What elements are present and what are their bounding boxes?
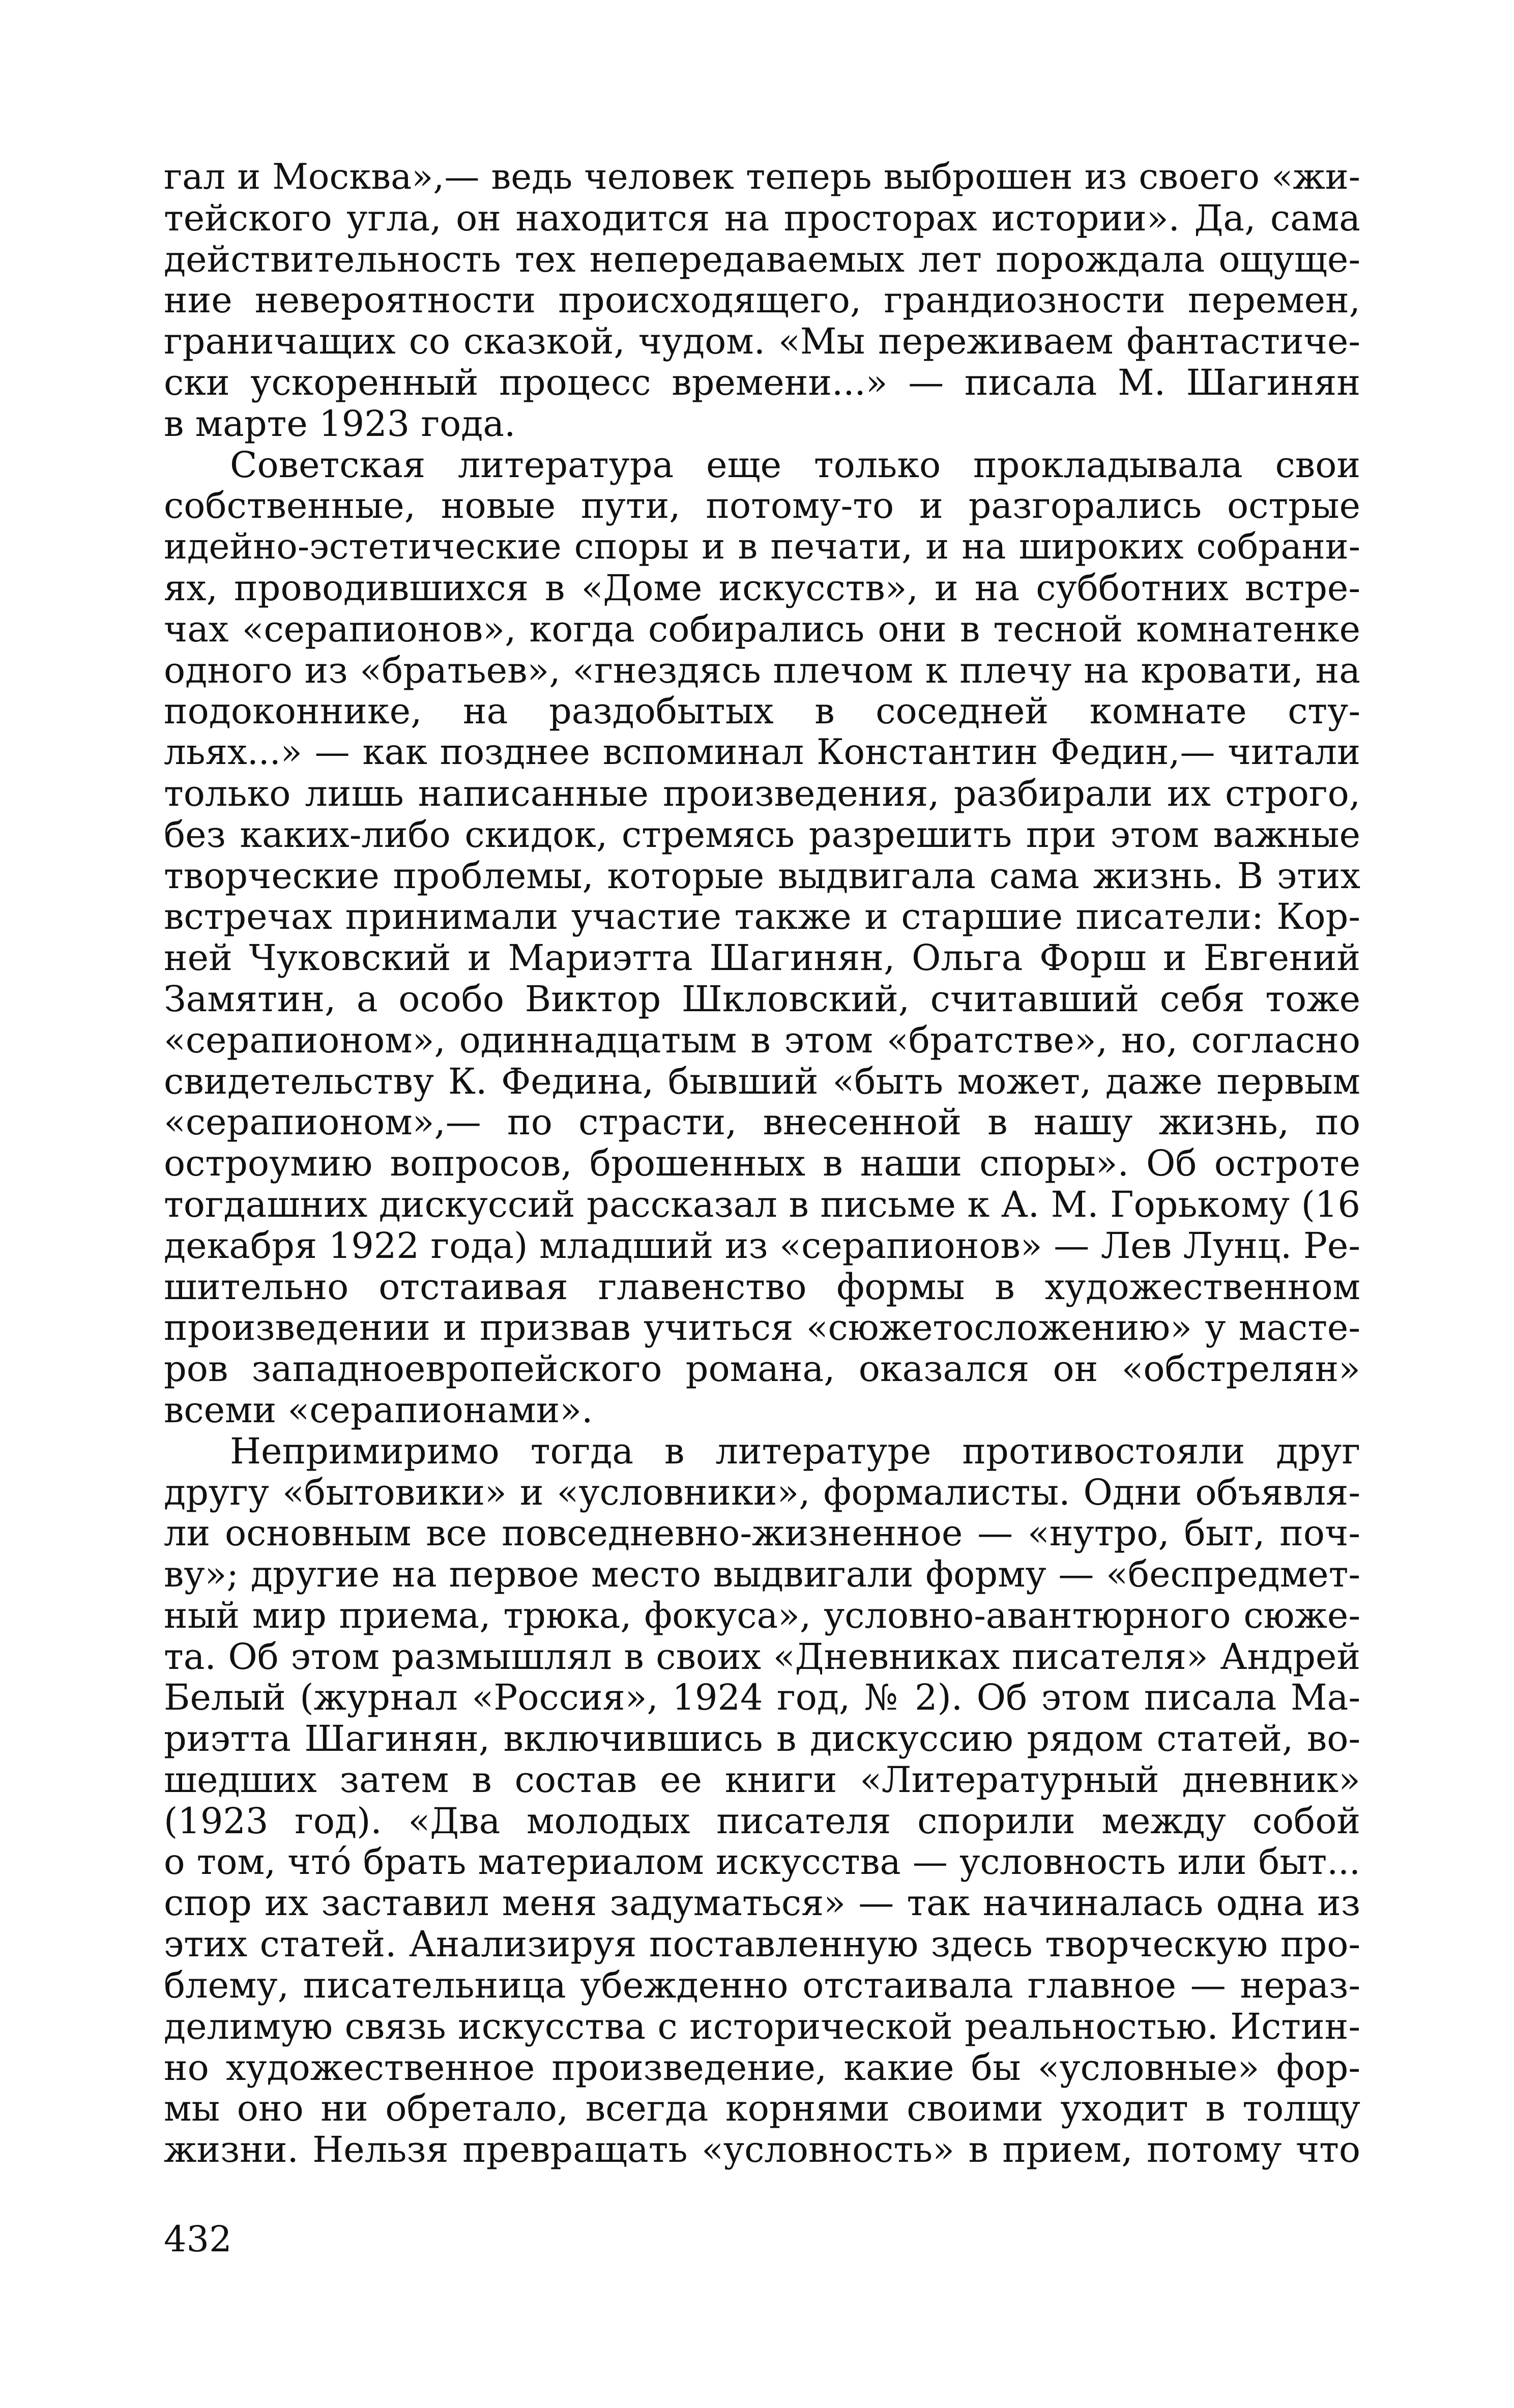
text-line: одного из «братьев», «гнездясь плечом к плечу на кровати, на [164,650,1360,691]
text-line: но художественное произведение, какие бы «условные» фор- [164,2047,1360,2089]
text-line: действительность тех непередаваемых лет порождала ощуще- [164,239,1360,280]
text-line: ях, проводившихся в «Доме искусств», и на субботних встре- [164,567,1360,609]
text-line: идейно-эстетические споры и в печати, и на широких собрани- [164,526,1360,568]
text-line: без каких-либо скидок, стремясь разрешить при этом важные [164,814,1360,856]
text-line: граничащих со сказкой, чудом. «Мы переживаем фантастиче- [164,321,1360,362]
text-line: тейского угла, он находится на просторах истории». Да, сама [164,197,1360,239]
text-line: ние невероятности происходящего, грандиозности перемен, [164,280,1360,321]
text-line: (1923 год). «Два молодых писателя спорили между собой [164,1800,1360,1842]
text-line: та. Об этом размышлял в своих «Дневниках писателя» Андрей [164,1636,1360,1678]
text-line: декабря 1922 года) младший из «серапионов» — Лев Лунц. Ре- [164,1225,1360,1267]
text-line: ный мир приема, трюка, фокуса», условно-авантюрного сюже- [164,1595,1360,1636]
text-line: подоконнике, на раздобытых в соседней комнате сту- [164,691,1360,732]
text-line: шедших затем в состав ее книги «Литературный дневник» [164,1759,1360,1801]
text-line: в марте 1923 года. [164,403,516,445]
text-line: всеми «серапионами». [164,1389,593,1431]
text-line: Замятин, а особо Виктор Шкловский, считавший себя тоже [164,978,1360,1020]
text-line: ски ускоренный процесс времени...» — писала М. Шагинян [164,362,1360,403]
text-line: произведении и призвав учиться «сюжетосложению» у масте- [164,1307,1360,1349]
text-line: Советская литература еще только прокладывала свои [230,444,1360,486]
text-line: Белый (журнал «Россия», 1924 год, № 2). Об этом писала Ма- [164,1677,1360,1719]
text-line: «серапионом»,— по страсти, внесенной в нашу жизнь, по [164,1102,1360,1143]
text-line: творческие проблемы, которые выдвигала сама жизнь. В этих [164,855,1360,897]
text-line: свидетельству К. Федина, бывший «быть может, даже первым [164,1061,1360,1102]
text-line: блему, писательница убежденно отстаивала главное — нераз- [164,1965,1360,2006]
text-line: льях...» — как позднее вспоминал Константин Федин,— читали [164,732,1360,773]
text-line: спор их заставил меня задуматься» — так начиналась одна из [164,1883,1360,1924]
text-line: тогдашних дискуссий рассказал в письме к А. М. Горькому (16 [164,1184,1360,1225]
text-line: ву»; другие на первое место выдвигали форму — «беспредмет- [164,1554,1360,1595]
text-line: только лишь написанные произведения, разбирали их строго, [164,773,1360,814]
text-line: гал и Москва»,— ведь человек теперь выброшен из своего «жи- [164,157,1360,197]
text-line: ров западноевропейского романа, оказался он «обстрелян» [164,1348,1360,1390]
text-line: риэтта Шагинян, включившись в дискуссию рядом статей, во- [164,1718,1360,1760]
text-line: встречах принимали участие также и старшие писатели: Кор- [164,896,1360,938]
text-line: о том, что́ брать материалом искусства — условность или быт... [164,1841,1360,1883]
text-line: шительно отстаивая главенство формы в художественном [164,1266,1360,1308]
text-line: жизни. Нельзя превращать «условность» в прием, потому что [164,2129,1360,2171]
text-line: другу «бытовики» и «условники», формалисты. Одни объявля- [164,1472,1360,1513]
text-line: мы оно ни обретало, всегда корнями своими уходит в толщу [164,2088,1360,2130]
text-line: остроумию вопросов, брошенных в наши споры». Об остроте [164,1143,1360,1184]
text-line: чах «серапионов», когда собирались они в тесной комнатенке [164,608,1360,650]
text-line: делимую связь искусства с исторической реальностью. Истин- [164,2006,1360,2047]
text-line: ней Чуковский и Мариэтта Шагинян, Ольга Форш и Евгений [164,937,1360,979]
page-number: 432 [164,2218,232,2260]
text-line: собственные, новые пути, потому-то и разгорались острые [164,485,1360,527]
text-line: Непримиримо тогда в литературе противостояли друг [230,1430,1360,1472]
text-line: ли основным все повседневно-жизненное — «нутро, быт, поч- [164,1513,1360,1554]
text-line: «серапионом», одиннадцатым в этом «братстве», но, согласно [164,1019,1360,1061]
body-text [164,157,1360,2170]
text-line: этих статей. Анализируя поставленную здесь творческую про- [164,1924,1360,1965]
